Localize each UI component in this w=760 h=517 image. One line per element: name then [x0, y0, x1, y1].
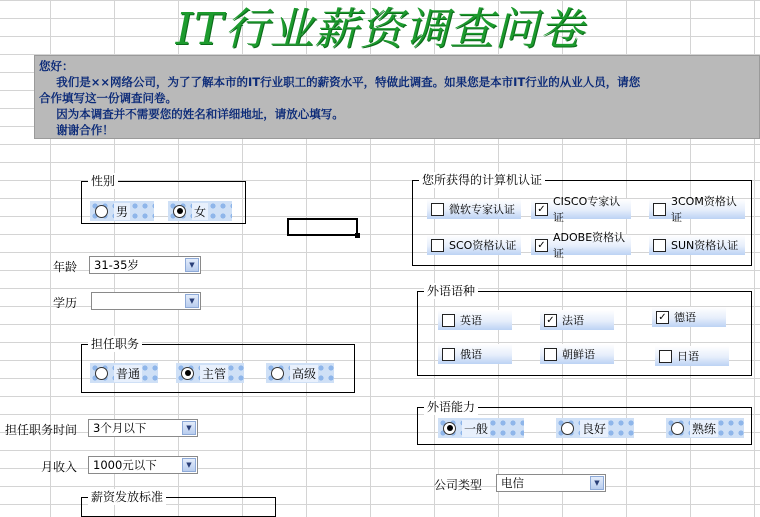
- radio-icon: [95, 367, 108, 380]
- position-legend: 担任职务: [88, 336, 142, 352]
- company-type-label: 公司类型: [433, 478, 482, 492]
- language-option-label: 朝鲜语: [562, 348, 595, 361]
- checkbox-icon: [659, 350, 672, 363]
- language-option-french[interactable]: [540, 310, 614, 330]
- language-option-korean[interactable]: [540, 344, 614, 364]
- chevron-down-icon[interactable]: ▼: [185, 258, 199, 272]
- checkbox-icon: [431, 203, 444, 216]
- position-option-senior[interactable]: [266, 363, 334, 383]
- monthly-income-label: 月收入: [40, 460, 77, 474]
- position-group: [81, 337, 355, 393]
- education-select[interactable]: [91, 292, 201, 310]
- cert-option-label: CISCO专家认证: [553, 195, 621, 224]
- position-option-label: 普通: [116, 366, 141, 381]
- chevron-down-icon[interactable]: ▼: [182, 458, 196, 472]
- language-option-russian[interactable]: [438, 344, 512, 364]
- ability-option-label: 一般: [464, 421, 489, 436]
- page-title: IT行业薪资调查问卷: [175, 4, 585, 55]
- position-time-select[interactable]: [88, 419, 198, 437]
- cert-option-label: 3COM资格认证: [671, 195, 737, 224]
- languages-group: [417, 284, 752, 376]
- cert-option-label: ADOBE资格认证: [553, 231, 626, 260]
- checkbox-icon: [544, 348, 557, 361]
- radio-selected-icon: [181, 367, 194, 380]
- language-option-label: 法语: [562, 314, 584, 327]
- salary-standard-group: [81, 490, 276, 517]
- radio-selected-icon: [443, 422, 456, 435]
- ability-option-basic[interactable]: [438, 418, 524, 438]
- gender-group: [81, 174, 246, 224]
- gender-option-label: 男: [116, 204, 129, 219]
- certification-group: [412, 173, 752, 266]
- ability-option-good[interactable]: [556, 418, 634, 438]
- monthly-income-select[interactable]: [88, 456, 198, 474]
- age-select[interactable]: [89, 256, 201, 274]
- checkbox-icon: [653, 239, 666, 252]
- position-time-select-value: 3个月以下: [93, 421, 147, 435]
- gender-legend: 性别: [88, 173, 118, 189]
- position-option-manager[interactable]: [176, 363, 244, 383]
- cert-option-adobe[interactable]: [531, 231, 631, 260]
- language-ability-legend: 外语能力: [424, 399, 478, 415]
- language-option-label: 日语: [677, 350, 699, 363]
- intro-line-4: 谢谢合作！: [56, 123, 114, 137]
- checkbox-icon: [431, 239, 444, 252]
- cert-option-label: 微软专家认证: [449, 203, 515, 216]
- selected-cell[interactable]: [287, 218, 358, 236]
- cert-option-microsoft[interactable]: [427, 199, 521, 219]
- checkbox-icon: [442, 348, 455, 361]
- checkbox-icon: [653, 203, 666, 216]
- checkbox-checked-icon: [535, 203, 548, 216]
- checkbox-icon: [442, 314, 455, 327]
- intro-line-1: 我们是××网络公司，为了了解本市的IT行业职工的薪资水平，特做此调查。如果您是本市IT行业的从业人员，请您: [56, 75, 641, 89]
- intro-textbox: [34, 55, 760, 139]
- chevron-down-icon[interactable]: ▼: [182, 421, 196, 435]
- intro-line-2: 合作填写这一份调查问卷。: [39, 91, 177, 105]
- monthly-income-select-value: 1000元以下: [93, 458, 157, 472]
- language-ability-group: [417, 400, 752, 445]
- position-option-regular[interactable]: [90, 363, 158, 383]
- checkbox-checked-icon: [656, 311, 669, 324]
- radio-icon: [95, 205, 108, 218]
- radio-icon: [671, 422, 684, 435]
- gender-option-label: 女: [194, 204, 207, 219]
- position-option-label: 高级: [292, 366, 317, 381]
- language-option-label: 俄语: [460, 348, 482, 361]
- language-option-german[interactable]: [652, 307, 726, 327]
- age-label: 年龄: [52, 260, 77, 274]
- ability-option-fluent[interactable]: [666, 418, 744, 438]
- language-option-japanese[interactable]: [655, 346, 729, 366]
- cert-option-label: SCO资格认证: [449, 239, 517, 252]
- company-type-select[interactable]: [496, 474, 606, 492]
- salary-standard-legend: 薪资发放标准: [88, 489, 166, 505]
- cert-option-cisco[interactable]: [531, 195, 631, 224]
- intro-greeting: 您好：: [39, 59, 74, 73]
- intro-line-3: 因为本调查并不需要您的姓名和详细地址，请放心填写。: [56, 107, 344, 121]
- chevron-down-icon[interactable]: ▼: [185, 294, 199, 308]
- ability-option-label: 良好: [582, 421, 607, 436]
- radio-icon: [271, 367, 284, 380]
- language-option-english[interactable]: [438, 310, 512, 330]
- language-option-label: 英语: [460, 314, 482, 327]
- cert-option-sco[interactable]: [427, 235, 521, 255]
- checkbox-checked-icon: [544, 314, 557, 327]
- position-time-label: 担任职务时间: [4, 423, 77, 437]
- language-option-label: 德语: [674, 311, 696, 324]
- radio-icon: [561, 422, 574, 435]
- languages-legend: 外语语种: [424, 283, 478, 299]
- position-option-label: 主管: [202, 366, 227, 381]
- ability-option-label: 熟练: [692, 421, 717, 436]
- education-label: 学历: [52, 296, 77, 310]
- age-select-value: 31-35岁: [94, 258, 139, 272]
- gender-option-female[interactable]: [168, 201, 232, 221]
- checkbox-checked-icon: [535, 239, 548, 252]
- chevron-down-icon[interactable]: ▼: [590, 476, 604, 490]
- certification-legend: 您所获得的计算机认证: [419, 172, 545, 188]
- cert-option-3com[interactable]: [649, 195, 745, 224]
- radio-selected-icon: [173, 205, 186, 218]
- cert-option-sun[interactable]: [649, 235, 745, 255]
- gender-option-male[interactable]: [90, 201, 154, 221]
- cert-option-label: SUN资格认证: [671, 239, 739, 252]
- company-type-select-value: 电信: [501, 476, 524, 490]
